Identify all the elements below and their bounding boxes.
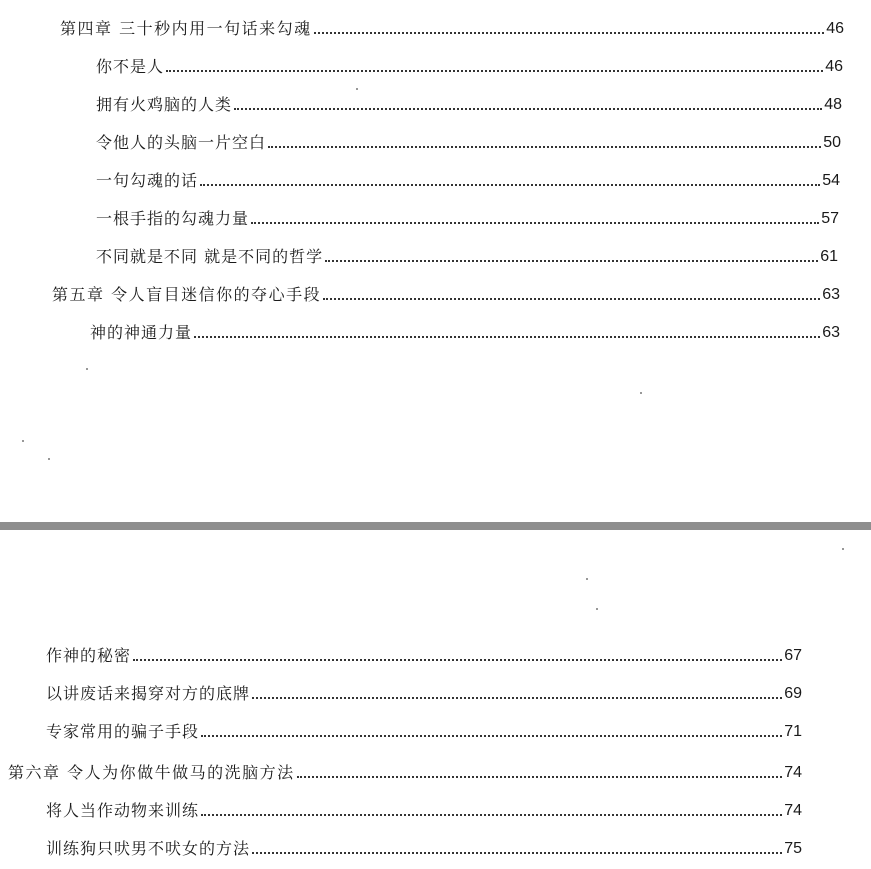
scan-speck — [356, 88, 358, 90]
toc-entry-title: 第四章 三十秒内用一句话来勾魂 — [60, 19, 312, 38]
toc-section-entry[interactable] — [46, 641, 802, 667]
dot-leader — [201, 813, 782, 816]
toc-page-number: 57 — [821, 210, 839, 227]
dot-leader — [323, 297, 820, 300]
toc-section-entry[interactable] — [96, 204, 839, 230]
toc-page-number: 46 — [826, 20, 844, 37]
toc-section-entry[interactable] — [96, 242, 838, 268]
toc-page-bottom — [0, 530, 871, 869]
toc-page-number: 69 — [784, 685, 802, 702]
toc-entry-title: 作神的秘密 — [46, 646, 132, 665]
toc-entry-title: 将人当作动物来训练 — [46, 801, 200, 820]
toc-entry-title: 专家常用的骗子手段 — [46, 722, 200, 741]
toc-entry-title: 一根手指的勾魂力量 — [96, 209, 250, 228]
toc-entry-title: 以讲废话来揭穿对方的底牌 — [46, 684, 251, 703]
scan-speck — [586, 578, 588, 580]
toc-section-entry[interactable] — [46, 834, 802, 860]
toc-entry-title: 训练狗只吠男不吠女的方法 — [46, 839, 251, 858]
scan-speck — [22, 440, 24, 442]
toc-page-number: 74 — [784, 802, 802, 819]
toc-entry-title: 第五章 令人盲目迷信你的夺心手段 — [52, 285, 322, 304]
toc-page-number: 50 — [823, 134, 841, 151]
toc-entry-title: 你不是人 — [96, 57, 165, 76]
toc-page-number: 46 — [825, 58, 843, 75]
dot-leader — [133, 658, 782, 661]
toc-section-entry[interactable] — [96, 52, 843, 78]
toc-chapter-entry[interactable] — [60, 14, 844, 40]
dot-leader — [297, 775, 783, 778]
toc-section-entry[interactable] — [46, 796, 802, 822]
toc-section-entry[interactable] — [90, 318, 840, 344]
toc-page-number: 61 — [820, 248, 838, 265]
scan-speck — [86, 368, 88, 370]
toc-chapter-entry[interactable] — [8, 758, 802, 784]
dot-leader — [166, 69, 823, 72]
dot-leader — [268, 145, 821, 148]
dot-leader — [201, 734, 782, 737]
toc-section-entry[interactable] — [96, 166, 840, 192]
scan-speck — [842, 548, 844, 550]
toc-section-entry[interactable] — [46, 679, 802, 705]
toc-section-entry[interactable] — [96, 90, 842, 116]
dot-leader — [252, 851, 782, 854]
toc-page-number: 74 — [784, 764, 802, 781]
toc-section-entry[interactable] — [96, 128, 841, 154]
dot-leader — [325, 259, 818, 262]
toc-section-entry[interactable] — [46, 717, 802, 743]
toc-entry-title: 一句勾魂的话 — [96, 171, 199, 190]
dot-leader — [234, 107, 822, 110]
toc-entry-title: 神的神通力量 — [90, 323, 193, 342]
toc-entry-title: 拥有火鸡脑的人类 — [96, 95, 233, 114]
dot-leader — [251, 221, 819, 224]
dot-leader — [194, 335, 820, 338]
toc-page-number: 54 — [822, 172, 840, 189]
toc-page-number: 63 — [822, 324, 840, 341]
scan-speck — [48, 458, 50, 460]
dot-leader — [252, 696, 782, 699]
toc-page-number: 71 — [784, 723, 802, 740]
toc-entry-title: 令他人的头脑一片空白 — [96, 133, 267, 152]
scan-speck — [596, 608, 598, 610]
dot-leader — [314, 31, 825, 34]
toc-chapter-entry[interactable] — [52, 280, 840, 306]
toc-entry-title: 不同就是不同 就是不同的哲学 — [96, 247, 324, 266]
scan-speck — [640, 392, 642, 394]
toc-page-number: 63 — [822, 286, 840, 303]
toc-entry-title: 第六章 令人为你做牛做马的洗脑方法 — [8, 763, 295, 782]
toc-page-number: 75 — [784, 840, 802, 857]
page-divider — [0, 522, 871, 530]
toc-page-number: 67 — [784, 647, 802, 664]
toc-page-number: 48 — [824, 96, 842, 113]
dot-leader — [200, 183, 820, 186]
